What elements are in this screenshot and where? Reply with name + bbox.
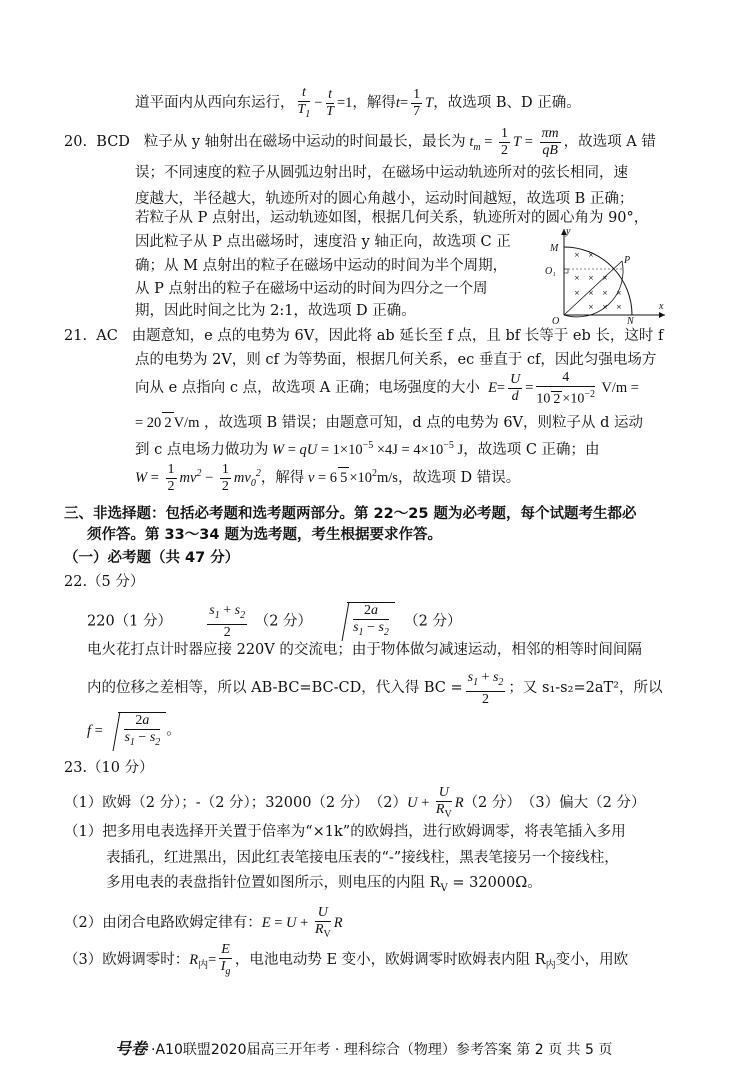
- svg-text:×: ×: [602, 289, 608, 297]
- q21-line-3: 向从 e 点指向 c 点，故选项 A 正确；电场强度的大小 E= $\frac{U}{d}$ = $\frac{4}{10 2 \times 10^{-2}}$ V/m =: [135, 370, 639, 407]
- q22-line-3: f = $\frac{2a}{s_1 - s_2}$ 。: [87, 712, 181, 751]
- q20-line-4: 若粒子从 P 点射出，运动轨迹如图，根据几何关系，轨迹所对的圆心角为 90°，: [135, 210, 649, 226]
- svg-text:×: ×: [574, 289, 580, 297]
- brand-logo: 号卷: [115, 1039, 148, 1058]
- label-o: O: [552, 316, 560, 325]
- svg-text:×: ×: [588, 289, 594, 297]
- svg-text:×: ×: [602, 274, 608, 282]
- svg-text:×: ×: [588, 303, 594, 311]
- q22-line-2: 内的位移之差相等，所以 AB-BC=BC-CD，代入得 BC = $\frac{s_1 + s_2}{2}$ ；又 s₁-s₂=2aT²，所以: [87, 670, 663, 707]
- q23-expl-1-line-1: （1）把多用电表选择开关置于倍率为“×1k”的欧姆挡，进行欧姆调零，将表笔插入多用: [64, 824, 626, 840]
- q20-line-8: 期，因此时间之比为 2:1，故选项 D 正确。: [135, 303, 416, 319]
- q20-line-7: 从 P 点射出的粒子在磁场中运动的时间为四分之一个周: [135, 281, 488, 297]
- section-3-line-2: 须作答。第 33～34 题为选考题，考生根据要求作答。: [87, 527, 442, 543]
- svg-text:×: ×: [602, 303, 608, 311]
- q20-line-6: 确；从 M 点射出的粒子在磁场中运动的时间为半个周期，: [135, 258, 508, 274]
- q21-line-5: 到 c 点电场力做功为 W = qU = $1\times 10^{-5} \times 4J = 4\times 10^{-5}$ J，故选项 C 正确；由: [135, 440, 600, 458]
- q23-title: 23.（10 分）: [64, 760, 154, 776]
- label-o1: O₁: [545, 266, 556, 277]
- q22-line-1: 电火花打点计时器应接 220V 的交流电；由于物体做匀减速运动，相邻的相等时间间隔: [87, 642, 642, 658]
- q20-line-2: 误；不同速度的粒子从圆弧边射出时，在磁场中运动轨迹所对的弦长相同，速: [135, 165, 628, 181]
- q21-line-4: = 20 2 V/m ，故选项 B 错误；由题意可知，d 点的电势为 6V，则粒子从 d 运动: [135, 412, 643, 433]
- label-x: x: [659, 301, 664, 312]
- svg-text:×: ×: [574, 274, 580, 282]
- q23-expl-3: （3）欧姆调零时：$R_内=$ $\frac{E}{I_g}$ ，电池电动势 E 变小，欧姆调零时欧姆表内阻 $R_内$变小，用欧: [64, 942, 629, 977]
- q23-expl-1-line-2: 表插孔，红进黑出，因此红表笔接电压表的“-”接线柱，黑表笔接另一个接线柱，: [106, 850, 619, 866]
- svg-text:×: ×: [616, 303, 622, 311]
- q20-line-5: 因此粒子从 P 点出磁场时，速度沿 y 轴正向，故选项 C 正: [135, 234, 511, 250]
- label-n: N: [627, 316, 634, 325]
- q20-line-1: 20. BCD 粒子从 y 轴射出在磁场中运动的时间最长，最长为 $t_m$ = $\frac{1}{2}$ T = $\frac{\pi m}{qB}$ ，故选项 A 错: [64, 126, 656, 158]
- q22-answers: 220（1 分） $\frac{s_1 + s_2}{2}$ （2 分） $\frac{2a}{s_1 - s_2}$ （2 分）: [87, 603, 462, 640]
- label-p: P: [624, 255, 631, 266]
- q21-line-2: 点的电势为 2V，则 cf 为等势面，根据几何关系，ec 垂直于 cf，因此匀强电场方: [135, 352, 657, 368]
- svg-text:×: ×: [588, 251, 594, 259]
- svg-text:×: ×: [588, 274, 594, 282]
- q23-answers: （1）欧姆（2 分）；-（2 分）；32000（2 分） （2）U + $\frac{U}{R_V}$ R（2 分） （3）偏大（2 分）: [64, 785, 646, 820]
- q23-expl-2: （2）由闭合电路欧姆定律有：E = U + $\frac{U}{R_V}$ R: [64, 905, 343, 940]
- q21-line-1: 21. AC 由题意知，e 点的电势为 6V，因此将 ab 延长至 f 点，且 bf 长等于 eb 长，这时 f: [64, 328, 664, 344]
- magnetic-field-diagram: [540, 225, 670, 325]
- label-y: y: [566, 226, 571, 237]
- label-m: M: [550, 243, 559, 254]
- line-1: 道平面内从西向东运行， $\frac{t}{T_1}$ − $\frac{t}{T}$ =1，解得t= $\frac{1}{7}$ T，故选项 B、D 正确。: [135, 85, 581, 120]
- q23-expl-1-line-3: 多用电表的表盘指针位置如图所示，则电压的内阻 $R_V = 32000\Omega$。: [106, 875, 542, 894]
- page-footer: [115, 1036, 612, 1059]
- q21-line-6: W = $\frac{1}{2}$ $mv^2$ − $\frac{1}{2}$ $mv_0^2$，解得 v = 6 $5 \times 10^2m/s$，故选项 D 错误。: [135, 462, 521, 494]
- q22-title: 22.（5 分）: [64, 574, 145, 590]
- svg-text:×: ×: [574, 251, 580, 259]
- section-a-title: （一）必考题（共 47 分）: [64, 550, 240, 566]
- q20-line-3: 度越大，半径越大，轨迹所对的圆心角越小，运动时间越短，故选项 B 正确；: [135, 191, 634, 207]
- footer-text: ·A10联盟2020届高三开年考 · 理科综合（物理）参考答案 第 2 页 共 5 页: [151, 1042, 613, 1058]
- section-3-line-1: 三、非选择题：包括必考题和选考题两部分。第 22～25 题为必考题，每个试题考生都必: [64, 506, 637, 522]
- svg-text:×: ×: [616, 289, 622, 297]
